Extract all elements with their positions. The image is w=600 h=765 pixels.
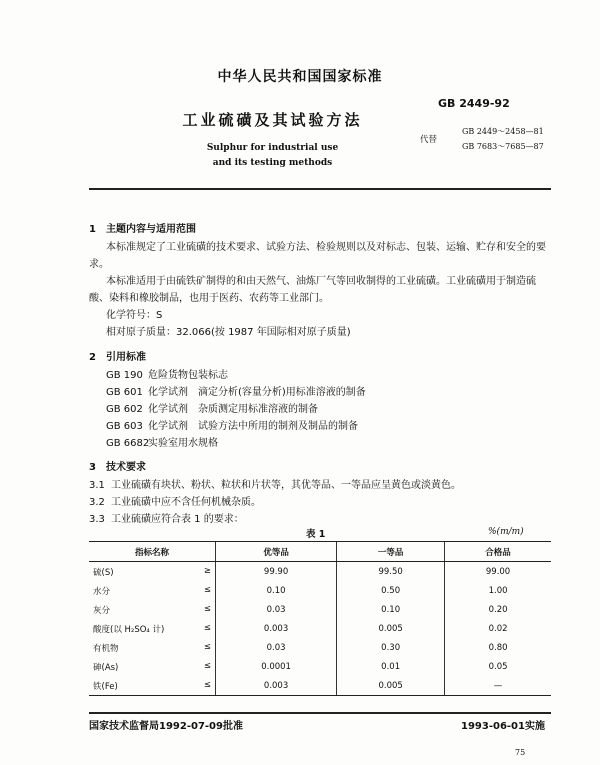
ref-item: GB 601 化学试剂 滴定分析(容量分析)用标准溶液的制备 [106, 387, 366, 398]
table-row: 灰分 ≤ 0.03 0.10 0.20 [89, 600, 551, 619]
table-header-row [89, 542, 551, 562]
section-2-title: 2 引用标准 [89, 352, 146, 363]
header-superior: 优等品 [216, 542, 337, 562]
ref-item: GB 603 化学试剂 试验方法中所用的制剂及制品的制备 [106, 421, 358, 432]
table-row: 有机物 ≤ 0.03 0.30 0.80 [89, 638, 551, 657]
section-3-title: 3 技术要求 [89, 462, 146, 473]
table-caption: 表 1 [306, 529, 326, 540]
s1-para1-line2: 求。 [89, 259, 109, 270]
header-rule [89, 188, 551, 190]
header-indicator: 指标名称 [89, 542, 216, 562]
ref-item: GB 6682实验室用水规格 [106, 438, 218, 449]
s3-item: 3.1 工业硫磺有块状、粉状、粒状和片状等，其优等品、一等品应呈黄色或淡黄色。 [89, 480, 461, 491]
effective-date: 1993-06-01实施 [461, 721, 545, 732]
table-row: 铁(Fe) ≤ 0.003 0.005 — [89, 676, 551, 696]
table-unit: %(m/m) [488, 527, 524, 537]
title-en-line2: and its testing methods [212, 158, 333, 168]
ref-item: GB 602 化学试剂 杂质测定用标准溶液的制备 [106, 404, 318, 415]
ref-item: GB 190 危险货物包装标志 [106, 370, 228, 381]
title-cn: 工业硫磺及其试验方法 [182, 111, 363, 129]
replaces-2: GB 7683～7685—87 [462, 142, 544, 151]
chemical-symbol: 化学符号：S [106, 310, 163, 321]
title-en-line1: Sulphur for industrial use [206, 143, 339, 153]
section-1-title: 1 主题内容与适用范围 [89, 224, 196, 235]
table-row: 水分 ≤ 0.10 0.50 1.00 [89, 581, 551, 600]
s1-para2-line2: 酸、染料和橡胶制品，也用于医药、农药等工业部门。 [89, 293, 329, 304]
atomic-mass: 相对原子质量：32.066(按 1987 年国际相对原子质量) [106, 327, 351, 338]
s3-item: 3.3 工业硫磺应符合表 1 的要求： [89, 514, 244, 525]
table-row: 酸度(以 H₂SO₄ 计) ≤ 0.003 0.005 0.02 [89, 619, 551, 638]
standard-number: GB 2449-92 [438, 97, 510, 110]
approval-line: 国家技术监督局1992-07-09批准 [89, 721, 243, 732]
s1-para1-line1: 本标准规定了工业硫磺的技术要求、试验方法、检验规则以及对标志、包装、运输、贮存和安全的要 [106, 242, 546, 253]
org-title: 中华人民共和国国家标准 [217, 69, 383, 85]
table-row: 硫(S) ≥ 99.90 99.50 99.00 [89, 562, 551, 582]
page-number: 75 [515, 748, 526, 757]
s1-para2-line1: 本标准适用于由硫铁矿制得的和由天然气、油炼厂气等回收制得的工业硫磺。工业硫磺用于制造硫 [106, 276, 536, 287]
spec-table [89, 541, 551, 696]
replaces-label: 代替 [420, 135, 438, 145]
replaces-1: GB 2449～2458—81 [462, 127, 544, 136]
footer-rule [89, 712, 551, 714]
table-row: 砷(As) ≤ 0.0001 0.01 0.05 [89, 657, 551, 676]
header-qualified: 合格品 [445, 542, 551, 562]
header-first-grade: 一等品 [337, 542, 445, 562]
s3-item: 3.2 工业硫磺中应不含任何机械杂质。 [89, 497, 261, 508]
